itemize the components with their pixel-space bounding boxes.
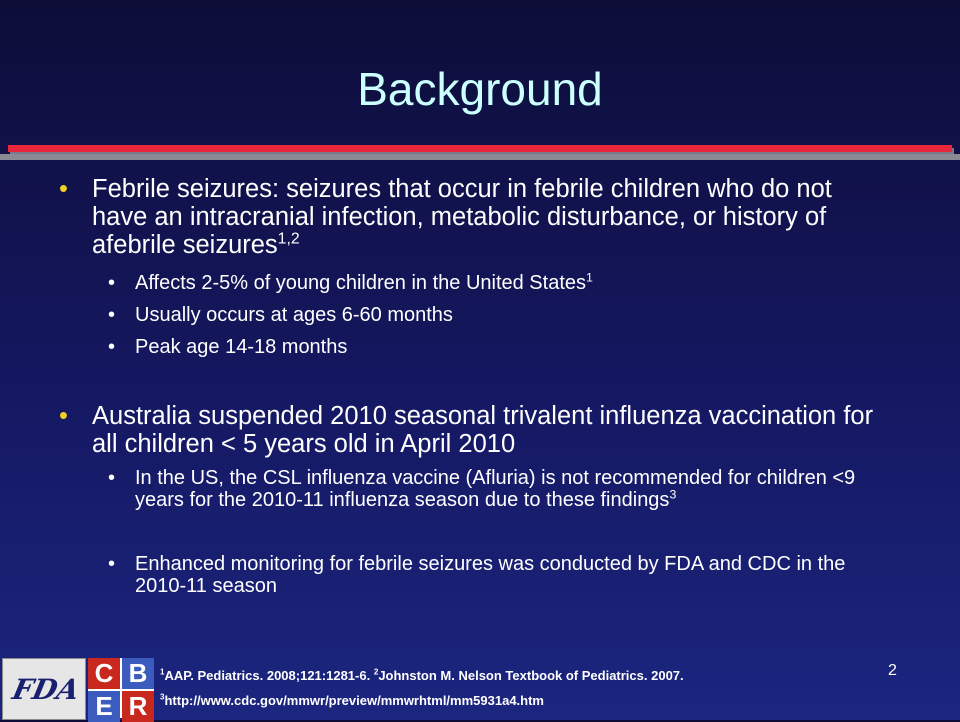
page-number: 2 [888,662,897,679]
cber-letter-r: R [122,691,154,722]
sub-bullet-superscript: 3 [669,487,677,502]
bullet-marker: • [59,175,68,203]
footnote-line-2 [160,693,684,709]
sub-bullet-affects [108,270,895,294]
sub-bullet-ages [108,304,895,326]
sub-bullet-text: Peak age 14-18 months [135,336,348,358]
sub-bullet-marker: • [108,304,116,326]
bullet-superscript: 1,2 [277,230,300,248]
footnote-marker: 1 [160,667,165,677]
fda-logo-text: FDA [9,673,83,706]
footnotes [160,668,684,709]
sub-bullet-monitoring [108,553,895,597]
sub-bullet-text: In the US, the CSL influenza vaccine (Afluria) is not recommended for children <9 years for the 2010-11 influenza season due to these findings [135,467,856,511]
sub-bullet-text: Affects 2-5% of young children in the United States [135,272,587,294]
footnote-url[interactable]: http://www.cdc.gov/mmwr/preview/mmwrhtml/mm5931a4.htm [164,693,544,708]
bullet-febrile-seizures [59,175,892,259]
bullet-text: Febrile seizures: seizures that occur in febrile children who do not have an intracranial infection, metabolic disturbance, or history of afebrile seizures [92,175,832,259]
sub-bullet-peak-age [108,336,895,358]
footnote-ref-1: AAP. Pediatrics. 2008;121:1281-6. [164,668,374,683]
bullet-marker: • [59,402,68,430]
sub-bullet-marker: • [108,272,116,294]
sub-bullet-superscript: 1 [586,270,593,285]
sub-bullet-marker: • [108,553,116,575]
title-rule-grey [0,154,960,160]
footnote-marker: 3 [160,692,165,702]
cber-letter-c: C [88,658,120,689]
fda-logo [2,658,86,720]
cber-letter-b: B [122,658,154,689]
sub-bullet-us-csl [108,467,895,511]
title-rule-red [8,145,952,152]
cber-letter-e: E [88,691,120,722]
sub-bullet-marker: • [108,336,116,358]
footnote-line-1 [160,668,684,684]
bullet-text: Australia suspended 2010 seasonal trivalent influenza vaccination for all children < 5 years old in April 2010 [92,402,874,458]
slide-title: Background [357,63,603,115]
footnote-marker: 2 [373,667,379,677]
sub-bullet-text: Enhanced monitoring for febrile seizures was conducted by FDA and CDC in the 2010-11 season [135,553,846,597]
sub-bullet-marker: • [108,467,116,489]
sub-bullet-text: Usually occurs at ages 6-60 months [135,304,453,326]
bullet-australia [59,402,892,458]
cber-logo [88,658,154,721]
footnote-ref-2: Johnston M. Nelson Textbook of Pediatrics. 2007. [378,668,684,683]
